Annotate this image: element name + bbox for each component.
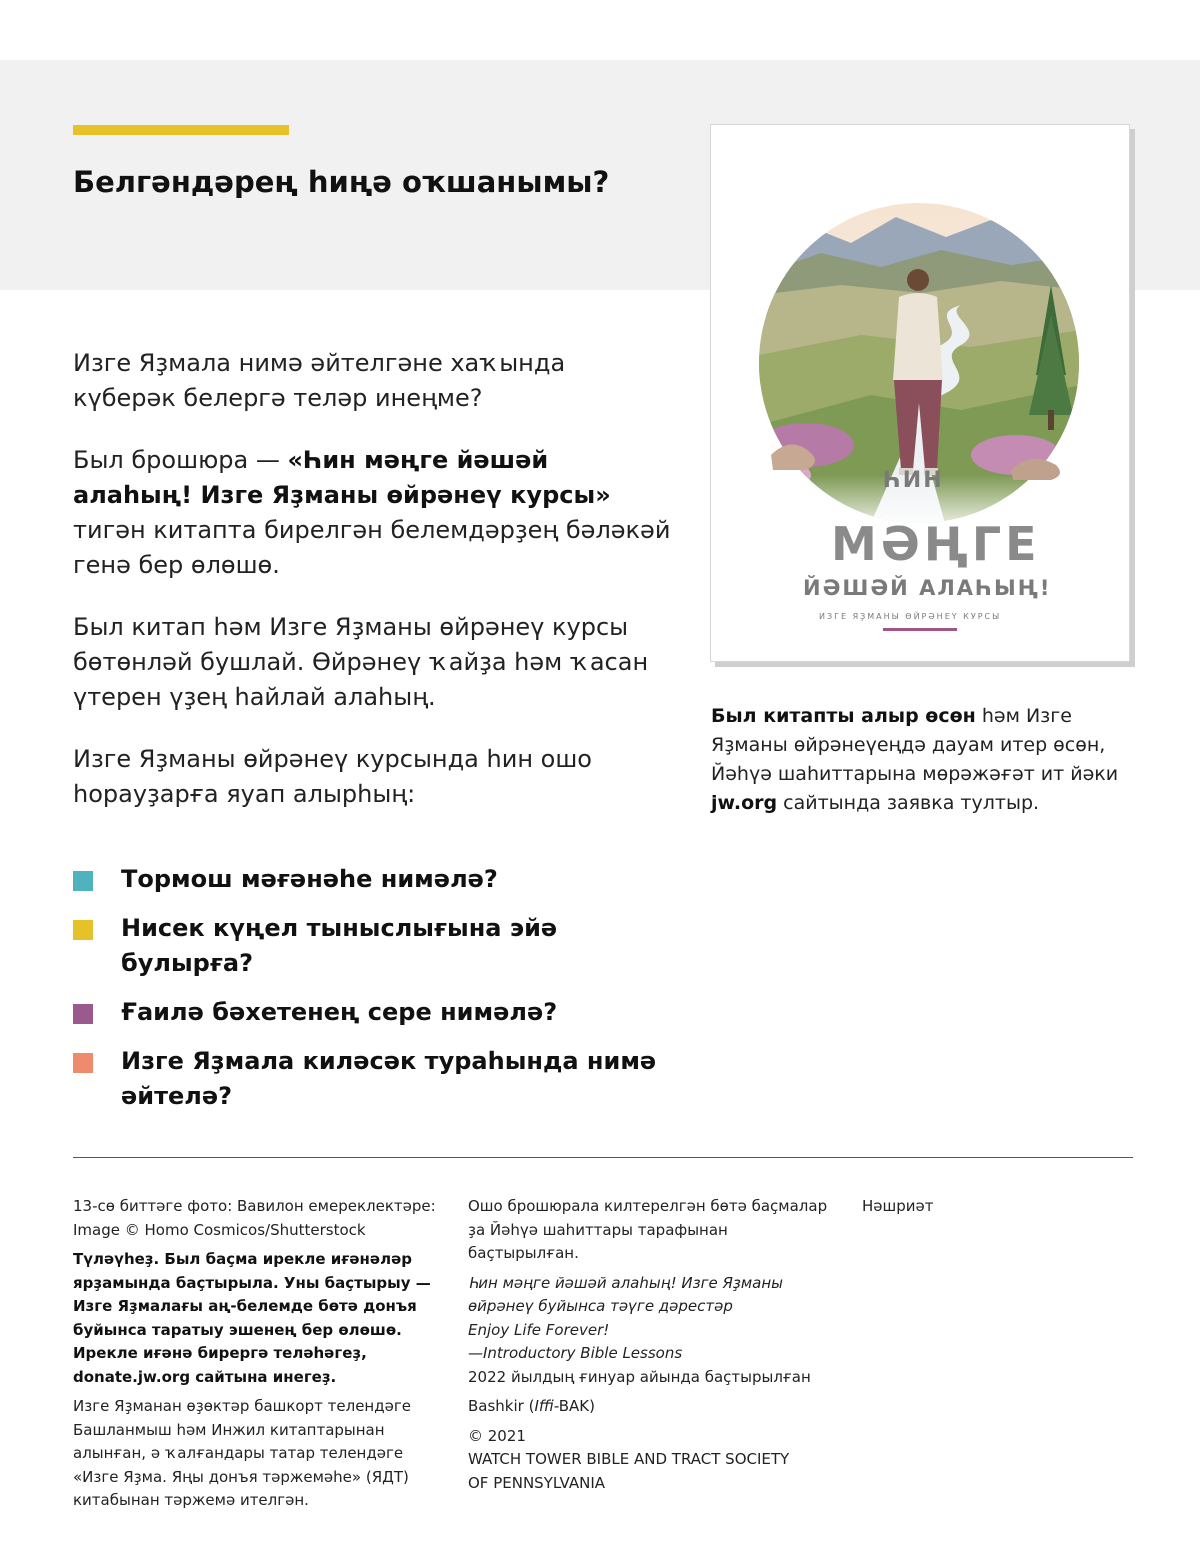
local-title-1: Һин мәңге йәшәй алаһың! Изге Яҙманы <box>468 1273 784 1292</box>
intro-text <box>73 346 673 839</box>
footer-column-1 <box>73 1195 443 1519</box>
jw-org-link: jw.org <box>711 792 778 814</box>
intro-paragraph-1: Изге Яҙмала нимә әйтелгәне хаҡында күберәк белергә теләр инеңме? <box>73 349 566 412</box>
print-date: 2022 йылдың ғинуар айында баҫтырылған <box>468 1367 811 1386</box>
list-item <box>73 862 693 897</box>
order-note-lead: Был китапты алыр өсөн <box>711 705 976 727</box>
book-cover <box>710 124 1130 662</box>
footer-column-2 <box>468 1195 828 1501</box>
list-item <box>73 911 693 981</box>
question-list <box>73 862 693 1128</box>
publisher-note: Ошо брошюрала килтерелгән бөтә баҫмалар ҙа Йәһүә шаһиттары тарафынан баҫтырылған. <box>468 1197 828 1262</box>
cover-title-line-2: МӘҢГЕ <box>831 517 1041 571</box>
copyright-org-2: OF PENNSYLVANIA <box>468 1473 606 1492</box>
intro-p2-tail: тигән китапта бирелгән белемдәрҙең бәләкәй генә бер өлөшө. <box>73 516 671 579</box>
square-bullet-icon <box>73 1053 93 1073</box>
intro-paragraph-4: Изге Яҙманы өйрәнеү курсында һин ошо һорауҙарға яуап алырһың: <box>73 745 592 808</box>
book-title: «Һин мәңге йәшәй алаһың! Изге Яҙманы өйрәнеү курсы» <box>73 446 611 509</box>
free-notice: Түләүһеҙ. Был баҫма ирекле иғәнәләр ярҙамында баҫтырыла. Уны баҫтырыу — Изге Яҙмалағы аң-белемде бөтә донъя буйынса таратыу эшенең бер өлөшө. Ирекле иғәнә бирергә теләһәгеҙ, donate.jw.org сайтына инегеҙ. <box>73 1250 431 1386</box>
intro-paragraph-2 <box>73 443 673 583</box>
language-suffix: -BAK) <box>553 1397 595 1415</box>
question-text: Нисек күңел тыныслығына эйә булырға? <box>121 914 558 977</box>
order-note <box>711 702 1131 818</box>
intro-p2-lead: Был брошюра — <box>73 446 288 474</box>
square-bullet-icon <box>73 920 93 940</box>
intro-paragraph-3: Был китап һәм Изге Яҙманы өйрәнеү курсы бөтөнләй бушлай. Өйрәнеү ҡайҙа һәм ҡасан үтерен үҙең һайлай алаһың. <box>73 613 649 711</box>
question-text: Ғаилә бәхетенең сере нимәлә? <box>121 998 558 1026</box>
footer-divider <box>73 1157 1133 1158</box>
english-title-1: Enjoy Life Forever! <box>468 1320 610 1339</box>
page-title: Белгәндәрең һиңә оҡшанымы? <box>73 165 610 199</box>
translation-note: Изге Яҙманан өҙөктәр башкорт телендәге Башланмыш һәм Инжил китаптарынан алынған, ә ҡалғандары татар телендәге «Изге Яҙма. Яңы донъя тәржемәһе» (ЯДТ) китабынан тәржемә ителгән. <box>73 1397 411 1509</box>
cover-title-line-1: ҺИН <box>883 468 944 493</box>
accent-bar <box>73 125 289 135</box>
list-item <box>73 995 693 1030</box>
language-prefix: Bashkir ( <box>468 1397 535 1415</box>
publisher-label: Нәшриәт <box>862 1197 934 1215</box>
copyright-year: © 2021 <box>468 1426 526 1445</box>
list-item <box>73 1044 693 1114</box>
copyright <box>468 1425 828 1496</box>
square-bullet-icon <box>73 1004 93 1024</box>
footer-column-3 <box>862 1195 1062 1225</box>
english-title-2: —Introductory Bible Lessons <box>468 1344 683 1362</box>
local-title-2: өйрәнеү буйынса тәүге дәрестәр <box>468 1297 733 1315</box>
order-note-tail: сайтында заявка тултыр. <box>777 792 1040 814</box>
square-bullet-icon <box>73 871 93 891</box>
question-text: Тормош мәғәнәһе нимәлә? <box>121 865 498 893</box>
photo-credit: 13-сө биттәге фото: Вавилон емереклектәре: Image © Homo Cosmicos/Shutterstock <box>73 1197 436 1239</box>
book-cover-illustration <box>711 125 1129 661</box>
language-code <box>468 1395 828 1419</box>
order-note-text: һәм Изге Яҙманы өйрәнеүеңдә дауам итер өсөн, Йәһүә шаһиттарына мөрәжәғәт ит йәки <box>711 705 1119 785</box>
cover-accent-line <box>883 628 957 631</box>
cover-subtitle: ИЗГЕ ЯҘМАНЫ ӨЙРӘНЕҮ КУРСЫ <box>819 612 1002 621</box>
copyright-org-1: WATCH TOWER BIBLE AND TRACT SOCIETY <box>468 1450 790 1468</box>
local-title <box>468 1272 828 1366</box>
symbol-code: Iffi <box>534 1397 554 1415</box>
question-text: Изге Яҙмала киләсәк тураһында нимә әйтелә? <box>121 1047 657 1110</box>
cover-title-line-3: ЙӘШӘЙ АЛАҺЫҢ! <box>803 576 1052 600</box>
